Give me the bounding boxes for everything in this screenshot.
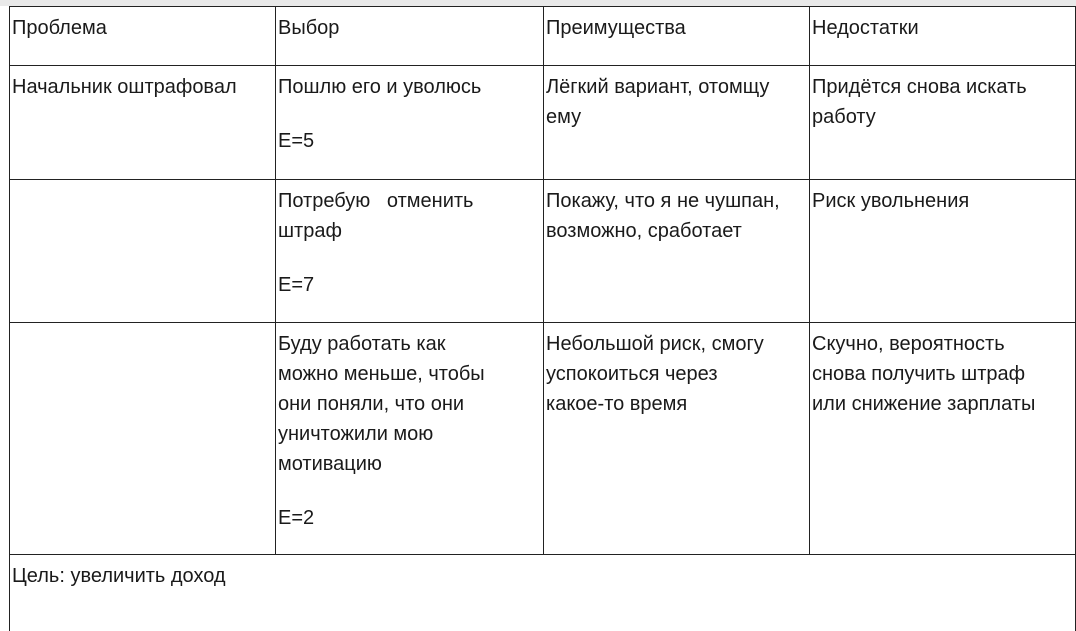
disadvantages-cell	[810, 66, 1076, 180]
advantage-line: возможно, сработает	[546, 216, 807, 246]
goal-row	[10, 555, 1076, 631]
advantage-line: Покажу, что я не чушпан,	[546, 186, 807, 216]
disadvantage-line: Риск увольнения	[812, 186, 1073, 216]
advantages-cell	[544, 180, 810, 323]
disadvantage-line: Придётся снова искать	[812, 72, 1073, 102]
problem-cell	[10, 180, 276, 323]
problem-cell	[10, 323, 276, 555]
header-problem: Проблема	[10, 7, 276, 66]
disadvantages-cell	[810, 323, 1076, 555]
advantages-cell	[544, 66, 810, 180]
table-row	[10, 66, 1076, 180]
choice-line: Потребую отменить	[278, 186, 541, 216]
advantages-cell	[544, 323, 810, 555]
choice-score: E=7	[278, 270, 541, 300]
table-header-row	[10, 7, 1076, 66]
choice-line: мотивацию	[278, 449, 541, 479]
choice-cell	[276, 180, 544, 323]
choice-line: они поняли, что они	[278, 389, 541, 419]
choice-line: уничтожили мою	[278, 419, 541, 449]
disadvantage-line: Скучно, вероятность	[812, 329, 1073, 359]
choice-score: E=5	[278, 126, 541, 156]
choice-line: штраф	[278, 216, 541, 246]
header-advantages: Преимущества	[544, 7, 810, 66]
disadvantage-line: работу	[812, 102, 1073, 132]
disadvantage-line: снова получить штраф	[812, 359, 1073, 389]
advantage-line: какое-то время	[546, 389, 807, 419]
advantage-line: ему	[546, 102, 807, 132]
advantage-line: Лёгкий вариант, отомщу	[546, 72, 807, 102]
choice-score: E=2	[278, 503, 541, 533]
goal-cell	[10, 555, 1076, 631]
choice-line: Буду работать как	[278, 329, 541, 359]
goal-text: Цель: увеличить доход	[12, 561, 1073, 591]
choice-line: можно меньше, чтобы	[278, 359, 541, 389]
choice-cell	[276, 323, 544, 555]
choice-cell	[276, 66, 544, 180]
choice-line: Пошлю его и уволюсь	[278, 72, 541, 102]
decision-table	[9, 6, 1076, 631]
problem-text: Начальник оштрафовал	[12, 72, 273, 102]
disadvantage-line: или снижение зарплаты	[812, 389, 1073, 419]
advantage-line: Небольшой риск, смогу	[546, 329, 807, 359]
header-choice: Выбор	[276, 7, 544, 66]
header-disadvantages: Недостатки	[810, 7, 1076, 66]
table-row	[10, 180, 1076, 323]
advantage-line: успокоиться через	[546, 359, 807, 389]
table-row	[10, 323, 1076, 555]
disadvantages-cell	[810, 180, 1076, 323]
problem-cell	[10, 66, 276, 180]
